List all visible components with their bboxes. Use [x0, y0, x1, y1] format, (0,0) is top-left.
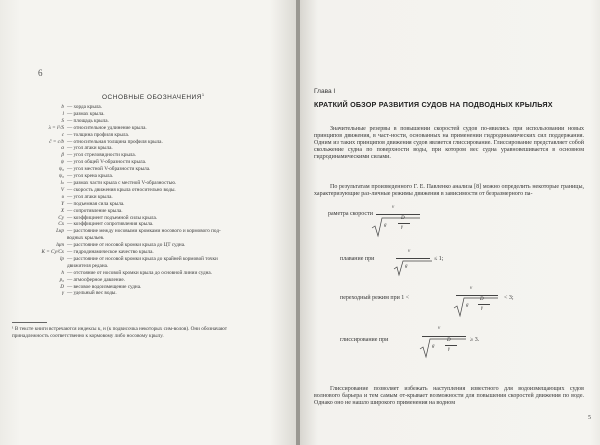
paragraph-intro: Значительные резервы в повышении скоростей судов по-явились при использовании новых принципов движения, в част-ности, основанных на применении гидродинамических сил поддержания. Одним из таких принципов движения судов является глиссирование. Глиссирование представляет собой скольжение судна по поверхности воды, при котором вес судна уравновешивается в основном гидродинамическими силами. — [314, 126, 584, 161]
notation-symbol: Cx — [58, 221, 64, 228]
notation-item — [12, 201, 292, 208]
frac-D-1: D — [401, 216, 405, 221]
notation-item — [12, 208, 292, 215]
sqrt-symbol-4 — [420, 337, 468, 359]
sqrt-symbol-3 — [454, 296, 500, 318]
notation-symbol: β — [61, 152, 64, 159]
frac-g-3: g — [466, 303, 469, 308]
notation-text: — угол общей V-образности крыла. — [67, 159, 147, 166]
frac-gamma-1: γ — [401, 225, 403, 230]
regime-planing-condition: ≥ 3. — [470, 337, 480, 343]
notation-item — [12, 166, 292, 173]
notation-text: — коэффициент сопротивления крыла. — [67, 221, 154, 228]
fraction-bar-4b — [445, 345, 457, 346]
notation-symbol: λ = l²/S — [48, 124, 64, 131]
notation-item — [12, 132, 292, 139]
notation-item — [12, 139, 292, 146]
notation-symbol: lₙ — [60, 179, 64, 186]
notation-text: — размах части крыла с местной V-образностью. — [67, 179, 177, 186]
chapter-title: КРАТКИЙ ОБЗОР РАЗВИТИЯ СУДОВ НА ПОДВОДНЫХ КРЫЛЬЯХ — [314, 100, 553, 109]
notation-item — [12, 249, 292, 256]
fraction-bar-1b — [398, 223, 410, 224]
notation-text: — отстояние от носовой кромки крыла до основной линии судна. — [67, 269, 213, 276]
notation-symbol: α — [61, 145, 64, 152]
notation-symbol: V — [60, 186, 64, 193]
notation-symbol: X — [60, 207, 64, 214]
notation-item — [12, 290, 292, 297]
notation-text: — толщина профиля крыла. — [67, 131, 130, 138]
regime-floating-condition: ≤ 1; — [434, 256, 444, 262]
right-page — [300, 0, 600, 445]
regime-transitional-label: переходный режим при 1 < — [340, 295, 410, 301]
frac-gamma-4: γ — [448, 347, 450, 352]
notation-item — [12, 159, 292, 166]
notation-symbol: c — [61, 131, 64, 138]
footnote-mark: 1 — [201, 92, 205, 97]
notation-text: — гидродинамическое качество крыла. — [67, 249, 154, 256]
notation-symbol: lцт — [56, 242, 64, 249]
notation-text: — хорда крыла. — [67, 104, 103, 110]
notation-item — [12, 277, 292, 284]
frac-D-4: D — [447, 338, 451, 343]
notation-text: — размах крыла. — [67, 110, 105, 117]
notation-text: — коэффициент подъемной силы крыла. — [67, 214, 158, 221]
frac-g-4: g — [432, 344, 435, 349]
notation-item — [12, 111, 292, 118]
notation-symbol: h — [61, 269, 64, 276]
notation-text: — угол крена крыла. — [67, 173, 114, 180]
notation-text: — относительное удлинение крыла. — [67, 124, 147, 131]
notation-item — [12, 152, 292, 159]
regime-planing-label: глиссирование при — [340, 337, 389, 343]
paragraph-planing: Глиссирование позволяет избежать наступления известного для водоизмещающих судов волнового барьера и тем самым от-крывает возможности для повышения скоростей движения по воде. Однако оно не нашло широкого применения на водном — [314, 386, 584, 407]
chapter-label: Глава I — [314, 88, 336, 95]
frac-numerator-3: v — [470, 286, 473, 291]
footnote: ¹ В тексте книги встречаются индексы к, н (к подвисочка некоторых сим-волов). Они обозначают принадлежность соответственно к кормовому либо носовому крылу. — [12, 326, 227, 339]
frac-numerator-2: v — [408, 249, 411, 254]
left-page — [0, 0, 296, 445]
notation-symbol: ψ₀ — [58, 166, 64, 173]
notation-text: — скорость движения крыла относительно воды. — [67, 186, 176, 193]
notation-text: — относительная толщина профиля крыла. — [67, 138, 163, 145]
sqrt-symbol-2 — [394, 259, 434, 277]
notation-item — [12, 118, 292, 125]
notation-symbol: γ — [61, 290, 64, 297]
frac-numerator-1: v — [392, 205, 395, 210]
notation-text: водных крыльев. — [67, 235, 105, 242]
notation-symbol: K = Cy/Cx — [41, 249, 64, 256]
notation-item — [12, 221, 292, 228]
notation-item — [12, 284, 292, 291]
fraction-bar-1 — [376, 214, 420, 215]
notation-list — [12, 104, 292, 297]
notation-symbol: υ — [61, 193, 64, 200]
notation-text: — сопротивление крыла. — [67, 207, 123, 214]
fraction-bar-3b — [478, 304, 490, 305]
notation-item — [12, 187, 292, 194]
footnote-divider — [12, 322, 47, 323]
regime-floating-label: плавание при — [340, 256, 375, 262]
notation-text: — угол атаки крыла. — [67, 145, 113, 152]
notation-symbol: c̄ = c/b — [49, 138, 64, 145]
notation-item — [12, 256, 292, 263]
notation-text: — атмосферное давление. — [67, 276, 125, 283]
frac-numerator-4: v — [438, 326, 441, 331]
notation-item — [12, 270, 292, 277]
notation-item — [12, 180, 292, 187]
notation-text: — угол стреловидности крыла. — [67, 152, 136, 159]
page-corner-mark: 6 — [38, 68, 43, 78]
notation-text: — расстояние между носовыми кромками носового и кормового под- — [67, 228, 221, 235]
notation-text: — угол атаки крыла. — [67, 193, 113, 200]
frac-g-1: g — [384, 223, 387, 228]
notation-text: — угол местной V-образности крыла. — [67, 166, 151, 173]
notation-title — [102, 92, 205, 101]
notation-text: — удельный вес воды. — [67, 290, 117, 297]
regime-transitional-condition: < 3; — [504, 295, 514, 301]
notation-symbol: Cy — [58, 214, 64, 221]
notation-symbol: D — [60, 283, 64, 290]
notation-item — [12, 242, 292, 249]
notation-text: — весовое водоизмещение судна. — [67, 283, 142, 290]
notation-item — [12, 263, 292, 270]
notation-text: — расстояние от носовой кромки крыла до крайней кормовой точки — [67, 255, 218, 262]
notation-text: движителя редана. — [67, 262, 109, 269]
notation-symbol: b — [61, 104, 64, 110]
frac-gamma-3: γ — [481, 306, 483, 311]
notation-text: — подъемная сила крыла. — [67, 200, 125, 207]
notation-item — [12, 145, 292, 152]
notation-symbol: Lкр — [56, 228, 64, 235]
sqrt-symbol-1 — [372, 216, 422, 238]
formula-intro: раметра скорости — [328, 211, 373, 217]
page-number: 5 — [588, 415, 591, 421]
notation-symbol: Y — [61, 200, 64, 207]
notation-text: — расстояние от носовой кромки крыла до ЦТ судна. — [67, 242, 186, 249]
notation-item — [12, 194, 292, 201]
notation-symbol: lp — [59, 255, 64, 262]
frac-D-3: D — [480, 297, 484, 302]
notation-item — [12, 104, 292, 111]
notation-symbol: S — [61, 117, 64, 124]
notation-item — [12, 228, 292, 235]
notation-symbol: p₀ — [59, 276, 64, 283]
notation-text: — площадь крыла. — [67, 117, 109, 124]
frac-g-2: g — [405, 264, 408, 269]
notation-item — [12, 173, 292, 180]
notation-title-text: ОСНОВНЫЕ ОБОЗНАЧЕНИЯ — [102, 94, 202, 102]
notation-item — [12, 125, 292, 132]
notation-symbol: ψ — [60, 159, 64, 166]
notation-symbol: l — [62, 110, 64, 117]
notation-symbol: ψ₀ — [58, 173, 64, 180]
paragraph-analysis: По результатам произведенного Г. Е. Павленко анализа [8] можно определить некоторые границы, характеризующие раз-личные режимы движения в зависимости от безразмерного па- — [314, 184, 584, 198]
